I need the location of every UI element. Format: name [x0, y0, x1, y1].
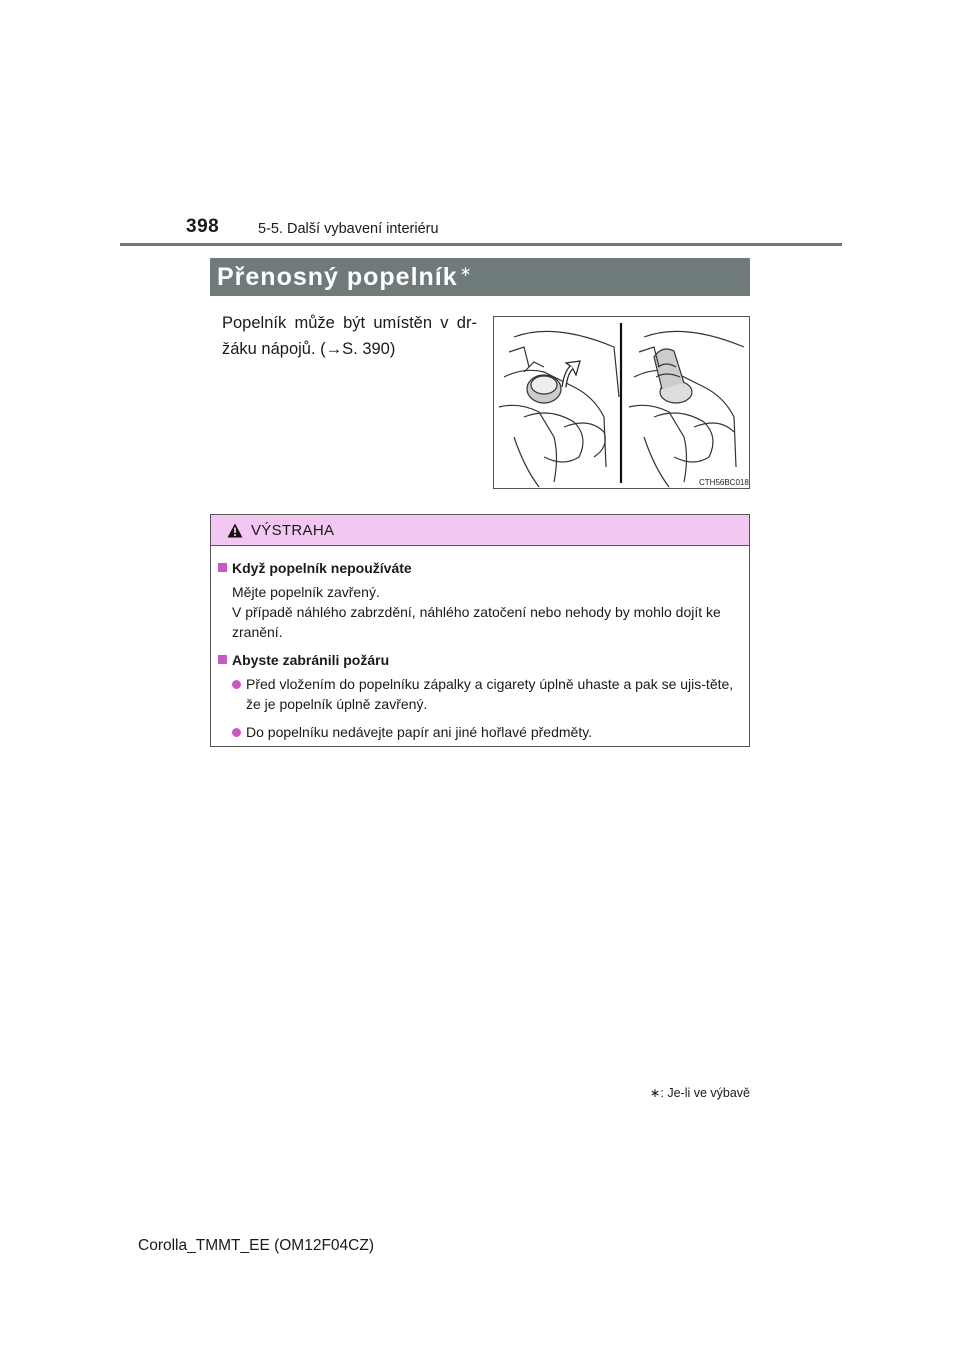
optional-equipment-star: ∗ [459, 262, 472, 279]
warning-triangle-icon [227, 523, 243, 538]
square-bullet-icon [218, 655, 227, 664]
square-bullet-icon [218, 563, 227, 572]
warning-title: VÝSTRAHA [251, 521, 335, 539]
intro-word: být [343, 314, 366, 332]
intro-line-2: žáku nápojů. (→S. 390) [222, 340, 396, 358]
intro-word: může [294, 314, 335, 332]
page-number: 398 [186, 216, 220, 237]
ashtray-drawing [494, 317, 749, 488]
footnote: ∗: Je-li ve výbavě [649, 1086, 750, 1100]
circle-bullet-icon [232, 680, 241, 689]
intro-word: umístěn [373, 314, 433, 332]
warning-heading: Abyste zabránili požáru [218, 650, 741, 670]
intro-word: Popelník [222, 314, 287, 332]
intro-word: v [440, 314, 449, 332]
intro-paragraph [222, 310, 477, 362]
warning-heading: Když popelník nepoužíváte [218, 558, 741, 578]
footer-model-code: Corolla_TMMT_EE (OM12F04CZ) [138, 1237, 374, 1254]
header-rule [120, 243, 842, 246]
section-label: 5-5. Další vybavení interiéru [258, 221, 439, 237]
section-title-bar [210, 258, 750, 296]
illustration-code: CTH56BC018 [699, 478, 749, 487]
warning-box [210, 514, 750, 747]
warning-paragraph: Mějte popelník zavřený. [232, 584, 380, 600]
circle-bullet-icon [232, 728, 241, 737]
warning-body [211, 546, 749, 742]
section-title: Přenosný popelník [217, 262, 458, 291]
warning-bullet: Do popelníku nedávejte papír ani jiné hořlavé předměty. [218, 722, 741, 742]
warning-paragraph: V případě náhlého zabrzdění, náhlého zatočení nebo nehody by mohlo dojít ke zranění. [232, 604, 721, 640]
ashtray-illustration [493, 316, 750, 489]
intro-line-1 [222, 310, 477, 336]
intro-word: dr- [456, 314, 477, 332]
warning-header [211, 515, 749, 546]
warning-bullet: Před vložením do popelníku zápalky a cigarety úplně uhaste a pak se ujis-těte, že je popelník úplně zavřený. [218, 674, 741, 714]
